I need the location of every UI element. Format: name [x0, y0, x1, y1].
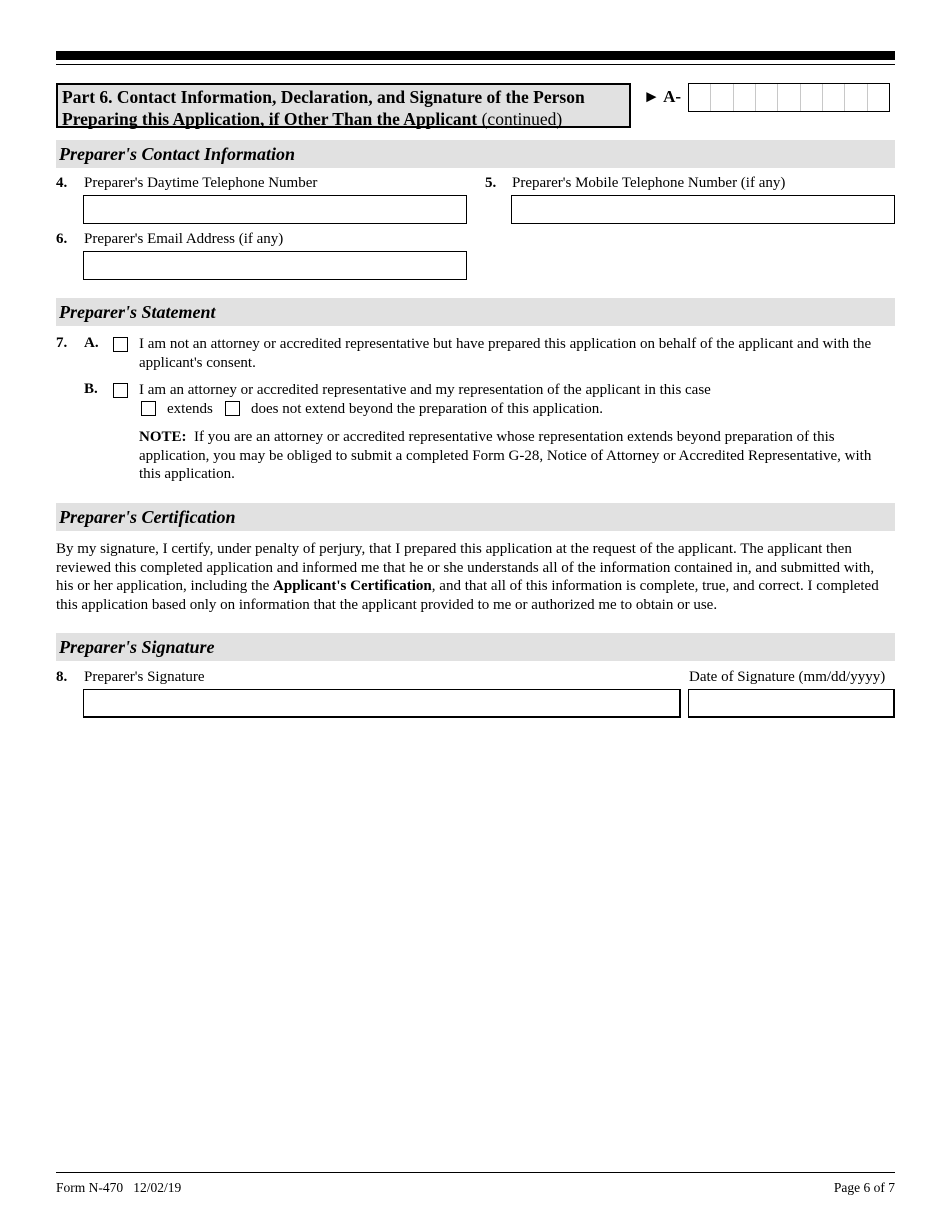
q7a-letter: A. — [84, 335, 99, 351]
section-statement-heading: Preparer's Statement — [56, 298, 895, 326]
part-title-box — [56, 83, 631, 128]
form-identifier: Form N-470 12/02/19 — [56, 1180, 182, 1195]
a-number-field[interactable] — [688, 83, 890, 112]
page-number: Page 6 of 7 — [833, 1180, 895, 1195]
a-number-cell[interactable] — [689, 84, 711, 111]
section-certification-heading: Preparer's Certification — [56, 503, 895, 531]
a-number-cell[interactable] — [756, 84, 778, 111]
a-number-cell[interactable] — [734, 84, 756, 111]
certification-text-1: By my signature, I certify, under penalty of perjury, that I prepared this application at the request of the applicant. The applicant then reviewed this completed application and informed me that he or she understands all of the information contained in, and submitted with, his or her application, including the — [56, 541, 875, 594]
email-field[interactable] — [83, 251, 467, 280]
q4-number: 4. — [56, 175, 68, 191]
q5-number: 5. — [485, 175, 497, 191]
certification-text-2: , and that all of this information is complete, true, and correct. I completed this application based only on information that the applicant provided to me or authorized me to obtain or use. — [56, 578, 879, 613]
q4-label: Preparer's Daytime Telephone Number — [84, 175, 318, 191]
q7b-checkbox[interactable] — [113, 383, 128, 398]
section-signature-heading: Preparer's Signature — [56, 633, 895, 661]
a-number-cell[interactable] — [801, 84, 823, 111]
q7b-letter: B. — [84, 381, 98, 397]
signature-date-field[interactable] — [688, 689, 895, 718]
q5-label: Preparer's Mobile Telephone Number (if any) — [512, 175, 786, 191]
certification-text-bold: Applicant's Certification — [273, 578, 432, 594]
a-number-label: ► A- — [643, 87, 682, 106]
mobile-phone-field[interactable] — [511, 195, 895, 224]
does-not-extend-checkbox[interactable] — [225, 401, 240, 416]
header-rule-thin — [56, 64, 895, 65]
does-not-extend-label: does not extend beyond the preparation of this application. — [251, 401, 603, 417]
q6-label: Preparer's Email Address (if any) — [84, 231, 284, 247]
q7a-checkbox[interactable] — [113, 337, 128, 352]
note-label: NOTE: — [139, 429, 187, 445]
signature-date-label: Date of Signature (mm/dd/yyyy) — [689, 669, 886, 685]
certification-paragraph — [56, 540, 895, 614]
a-number-cell[interactable] — [845, 84, 867, 111]
a-number-cell[interactable] — [711, 84, 733, 111]
header-rule-thick — [56, 51, 895, 60]
daytime-phone-field[interactable] — [83, 195, 467, 224]
signature-field[interactable] — [83, 689, 681, 718]
a-number-cell[interactable] — [823, 84, 845, 111]
part-title-suffix: (continued) — [477, 109, 563, 129]
section-contact-heading: Preparer's Contact Information — [56, 140, 895, 168]
q7-number: 7. — [56, 335, 68, 351]
footer-rule — [56, 1172, 895, 1173]
signature-label: Preparer's Signature — [84, 669, 205, 685]
note-paragraph — [139, 428, 881, 484]
q8-number: 8. — [56, 669, 68, 685]
q7b-text: I am an attorney or accredited representative and my representation of the applicant in this case — [139, 382, 711, 398]
q6-number: 6. — [56, 231, 68, 247]
extends-checkbox[interactable] — [141, 401, 156, 416]
a-number-cell[interactable] — [778, 84, 800, 111]
extends-label: extends — [167, 401, 213, 417]
a-number-cell[interactable] — [868, 84, 889, 111]
note-text: If you are an attorney or accredited representative whose representation extends beyond preparation of this application, you may be obliged to submit a completed Form G-28, Notice of Attorney or Accredited Representative, with this application. — [139, 429, 872, 482]
part-title: Part 6. Contact Information, Declaration, and Signature of the Person Preparing this Application, if Other Than the Applicant — [62, 87, 585, 129]
q7a-text: I am not an attorney or accredited representative but have prepared this application on behalf of the applicant and with the applicant's consent. — [139, 336, 872, 371]
